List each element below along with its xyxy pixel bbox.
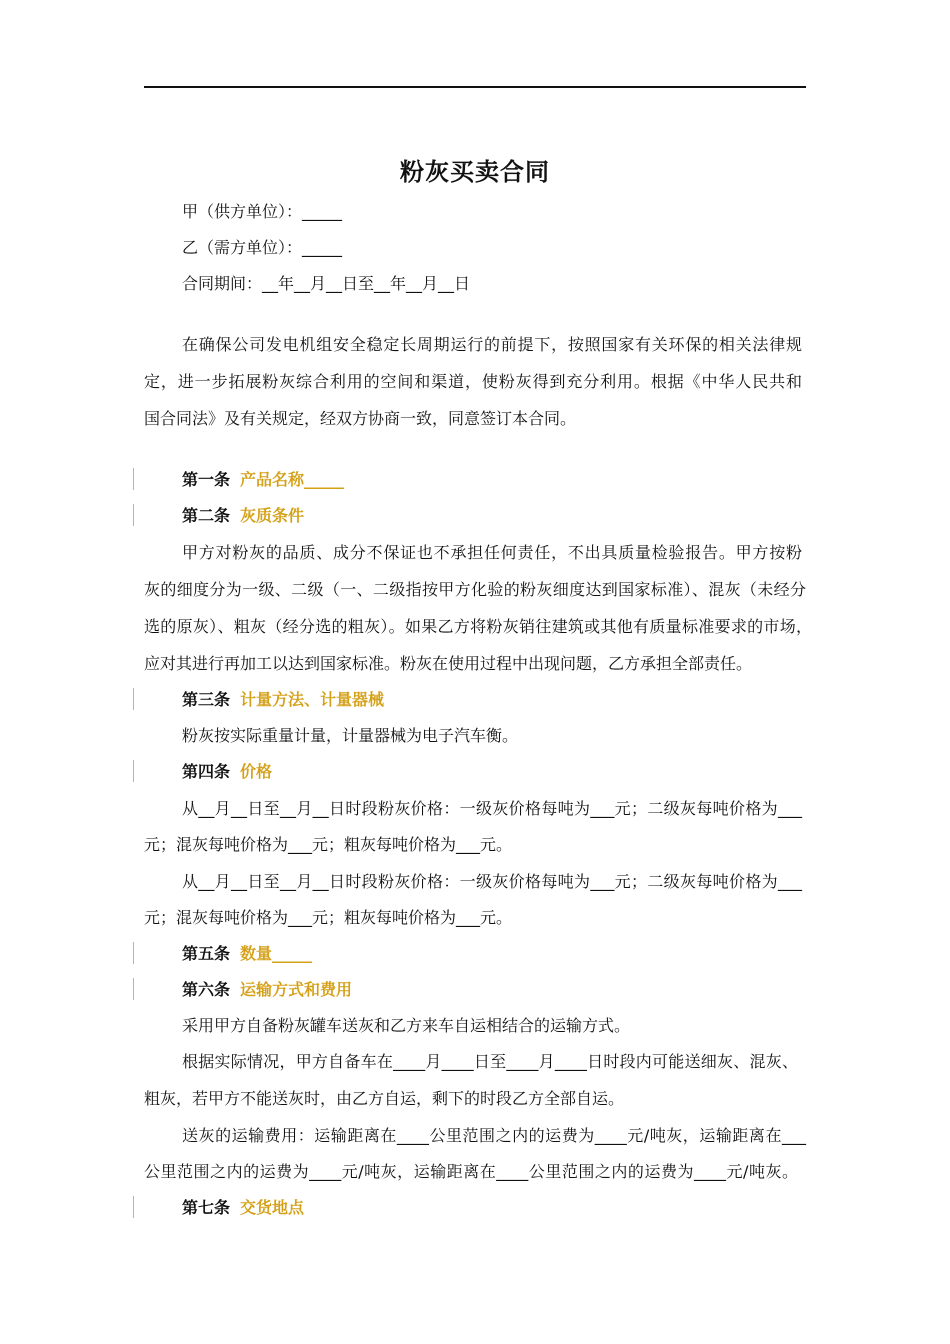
article-number: 第二条 — [182, 506, 231, 525]
article-title: 灰质条件 — [240, 506, 305, 525]
article-text-line: 选的原灰）、粗灰（经分选的粗灰）。如果乙方将粉灰销往建筑或其他有质量标准要求的市场， — [144, 617, 812, 636]
article-heading — [182, 506, 304, 526]
article-heading — [182, 1198, 304, 1218]
article-text-line: 应对其进行再加工以达到国家标准。粉灰在使用过程中出现问题，乙方承担全部责任。 — [144, 654, 753, 673]
article-text-line: 甲方对粉灰的品质、成分不保证也不承担任何责任，不出具质量检验报告。甲方按粉 — [182, 543, 802, 562]
header-rule — [144, 86, 806, 88]
article-heading — [182, 690, 384, 710]
article-text-line: 元；混灰每吨价格为___元；粗灰每吨价格为___元。 — [144, 908, 513, 927]
article-heading — [182, 944, 312, 964]
article-title: 交货地点 — [240, 1198, 305, 1217]
article-number: 第三条 — [182, 690, 231, 709]
article-text-line: 粗灰，若甲方不能送灰时，由乙方自运，剩下的时段乙方全部自运。 — [144, 1089, 625, 1108]
article-title: 计量方法、计量器械 — [240, 690, 385, 709]
section-marker — [133, 1196, 134, 1218]
article-heading — [182, 470, 344, 490]
article-heading — [182, 980, 352, 1000]
article-text-line: 采用甲方自备粉灰罐车送灰和乙方来车自运相结合的运输方式。 — [182, 1016, 631, 1035]
article-text-line: 从__月__日至__月__日时段粉灰价格：一级灰价格每吨为___元；二级灰每吨价格为___ — [182, 872, 802, 891]
party-a-line: 甲（供方单位）：_____ — [182, 202, 343, 221]
article-text-line: 公里范围之内的运费为____元/吨灰，运输距离在____公里范围之内的运费为____元/吨灰。 — [144, 1162, 798, 1181]
article-text-line: 元；混灰每吨价格为___元；粗灰每吨价格为___元。 — [144, 835, 513, 854]
article-title: 运输方式和费用 — [240, 980, 353, 999]
section-marker — [133, 760, 134, 782]
article-number: 第四条 — [182, 762, 231, 781]
article-heading — [182, 762, 272, 782]
article-title: 价格 — [240, 762, 273, 781]
article-text-line: 灰的细度分为一级、二级（一、二级指按甲方化验的粉灰细度达到国家标准）、混灰（未经分 — [144, 580, 806, 599]
section-marker — [133, 978, 134, 1000]
section-marker — [133, 942, 134, 964]
article-text-line: 从__月__日至__月__日时段粉灰价格：一级灰价格每吨为___元；二级灰每吨价格为___ — [182, 799, 802, 818]
document-title: 粉灰买卖合同 — [400, 158, 550, 186]
article-text-line: 根据实际情况，甲方自备车在____月____日至____月____日时段内可能送细灰、混灰、 — [182, 1052, 798, 1071]
preamble-line: 定，进一步拓展粉灰综合利用的空间和渠道，使粉灰得到充分利用。根据《中华人民共和 — [144, 372, 802, 391]
preamble-line: 在确保公司发电机组安全稳定长周期运行的前提下，按照国家有关环保的相关法律规 — [182, 335, 802, 354]
article-text-line: 送灰的运输费用：运输距离在____公里范围之内的运费为____元/吨灰，运输距离在___ — [182, 1126, 806, 1145]
article-title: 产品名称_____ — [240, 470, 345, 489]
section-marker — [133, 688, 134, 710]
article-title: 数量_____ — [240, 944, 313, 963]
party-b-line: 乙（需方单位）：_____ — [182, 238, 343, 257]
article-number: 第六条 — [182, 980, 231, 999]
article-number: 第七条 — [182, 1198, 231, 1217]
article-number: 第一条 — [182, 470, 231, 489]
section-marker — [133, 504, 134, 526]
section-marker — [133, 468, 134, 490]
preamble-line: 国合同法》及有关规定，经双方协商一致，同意签订本合同。 — [144, 409, 577, 428]
contract-period-line: 合同期间：__年__月__日至__年__月__日 — [182, 274, 471, 293]
article-number: 第五条 — [182, 944, 231, 963]
article-text-line: 粉灰按实际重量计量，计量器械为电子汽车衡。 — [182, 726, 519, 745]
